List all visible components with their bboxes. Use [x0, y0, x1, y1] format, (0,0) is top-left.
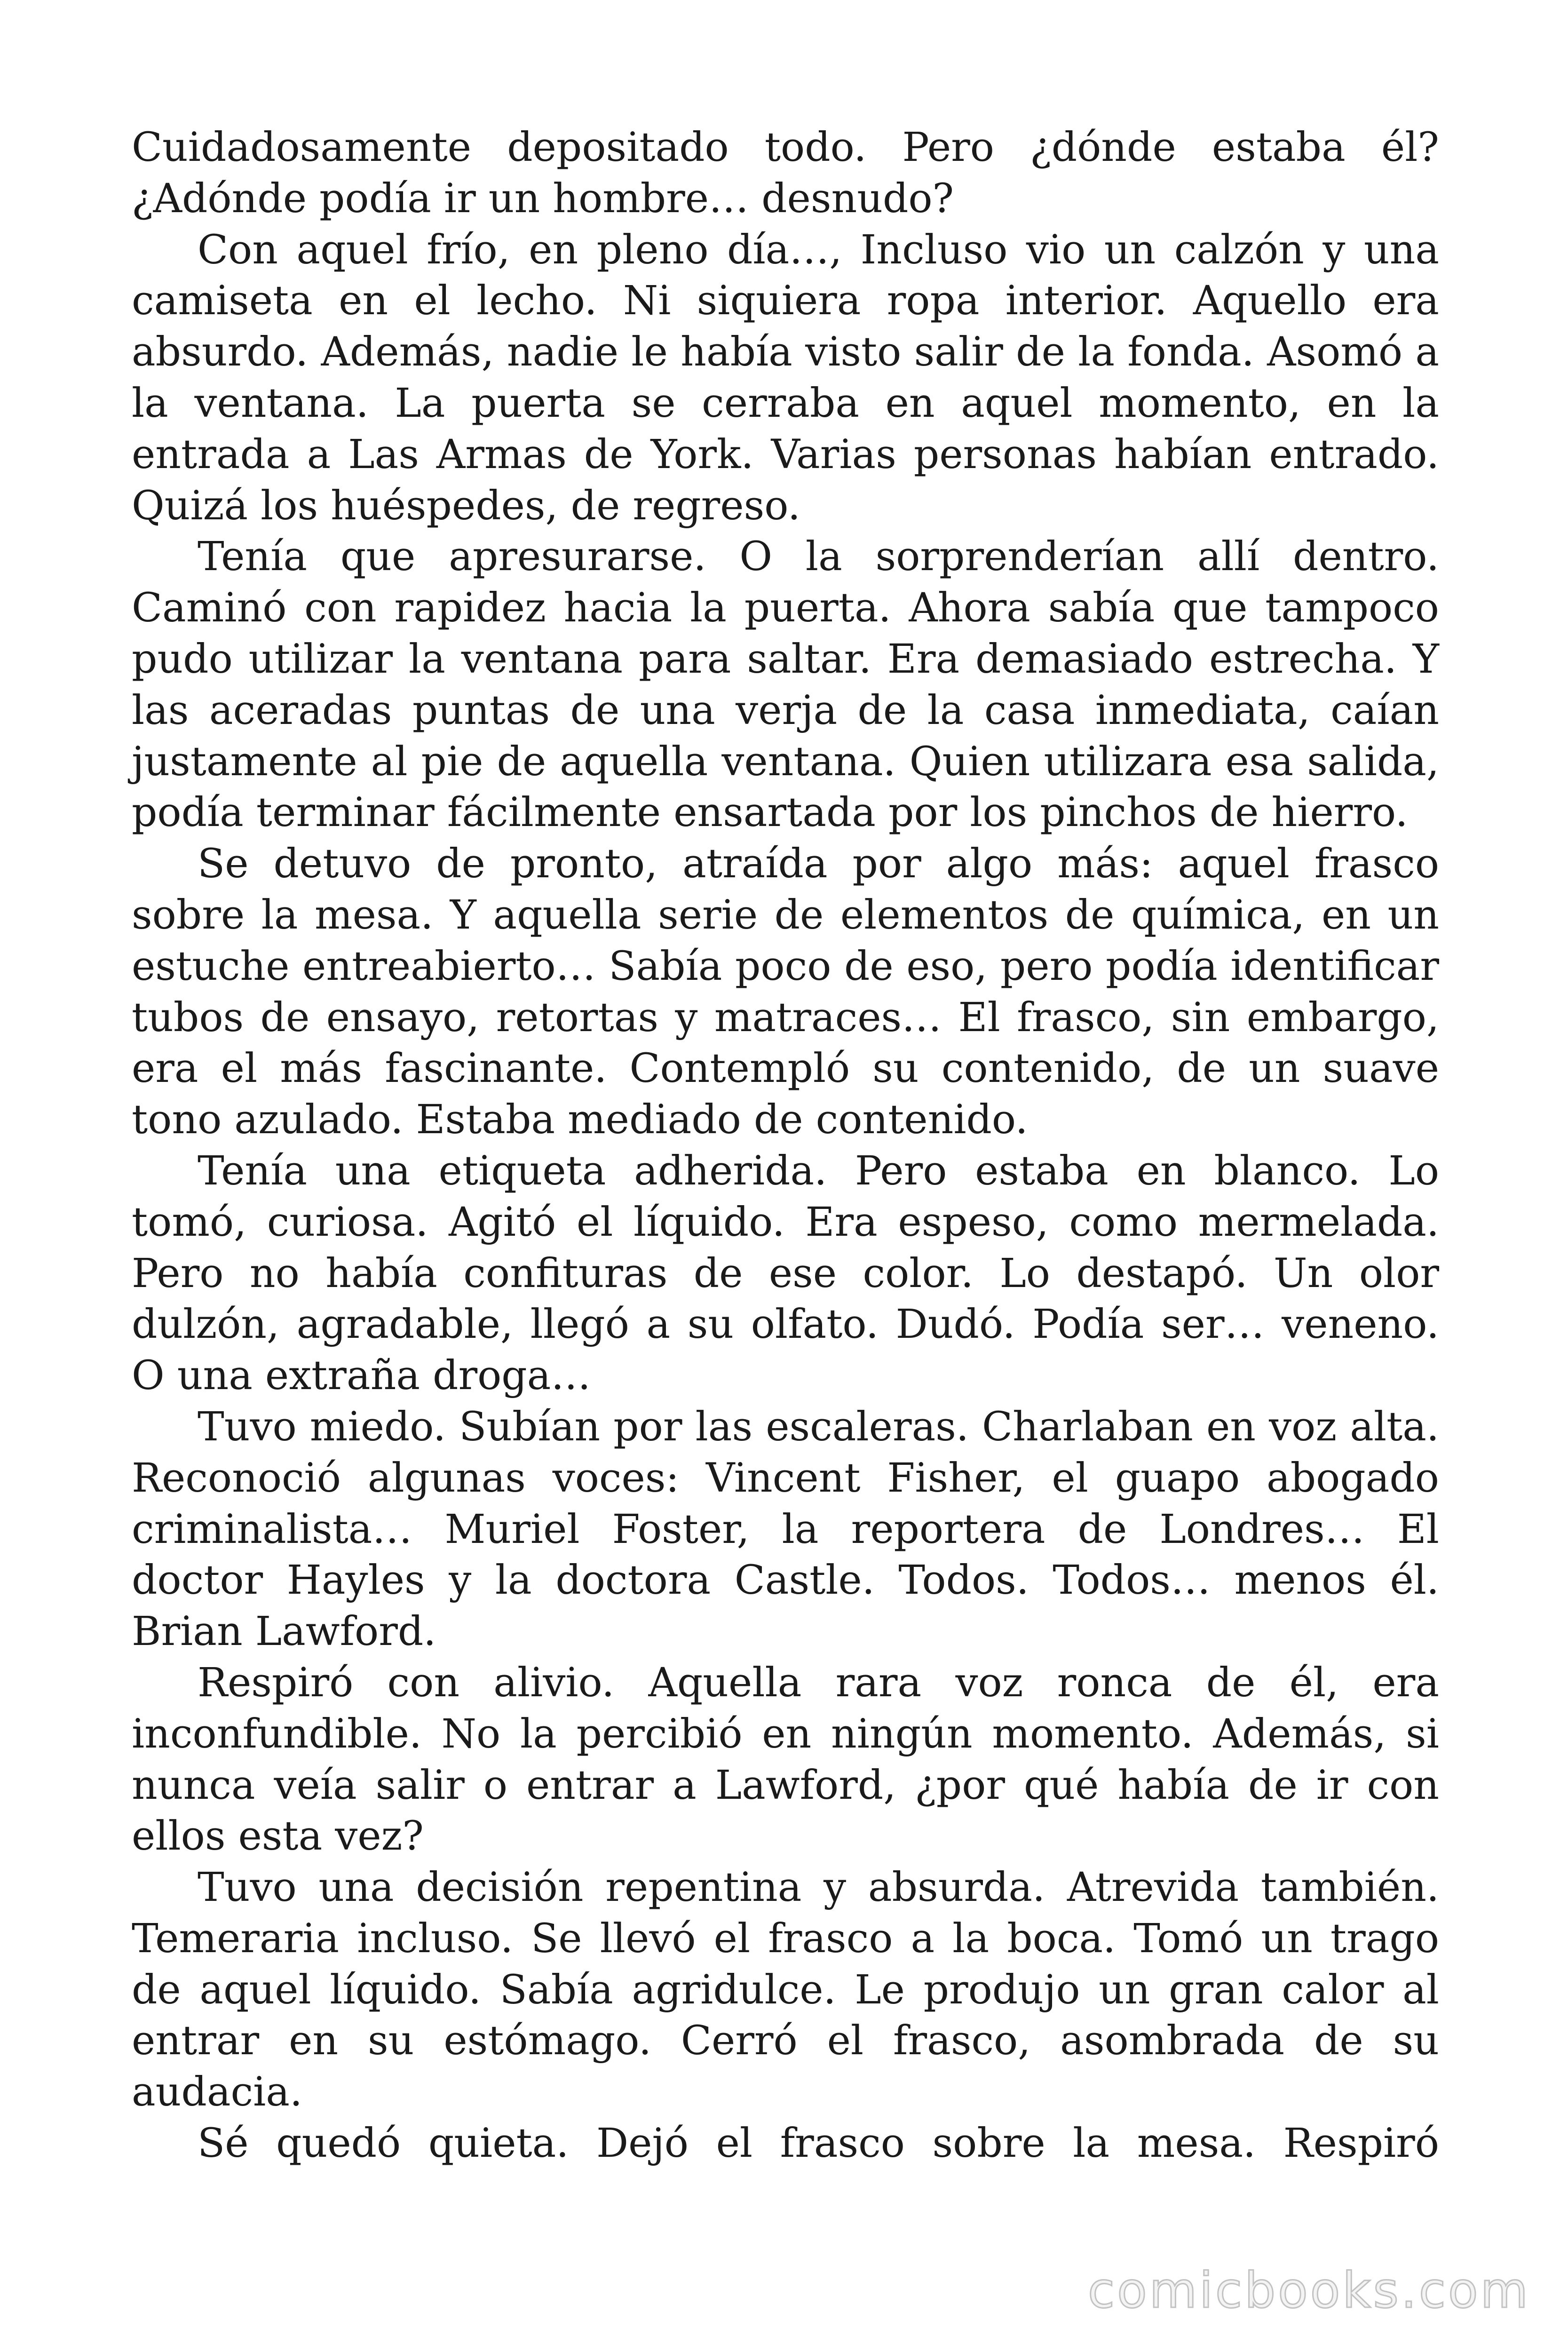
paragraph: Cuidadosamente depositado todo. Pero ¿dónde estaba él? ¿Adónde podía ir un hombre… desnudo?	[132, 124, 1439, 222]
paragraph: Respiró con alivio. Aquella rara voz ronca de él, era inconfundible. No la percibió en ningún momento. Además, si nunca veía salir o entrar a Lawford, ¿por qué había de ir con ellos esta vez?	[132, 1659, 1439, 1860]
paragraph-continued: Sé quedó quieta. Dejó el frasco sobre la mesa. Respiró	[198, 2120, 1439, 2167]
paragraph: Se detuvo de pronto, atraída por algo más: aquel frasco sobre la mesa. Y aquella serie de elementos de química, en un estuche entreabierto… Sabía poco de eso, pero podía identificar tubos de ensayo, retortas y matraces… El frasco, sin embargo, era el más fascinante. Contempló su contenido, de un suave tono azulado. Estaba mediado de contenido.	[132, 841, 1439, 1144]
paragraph: Tuvo una decisión repentina y absurda. Atrevida también. Temeraria incluso. Se llevó el frasco a la boca. Tomó un trago de aquel líquido. Sabía agridulce. Le produjo un gran calor al entrar en su estómago. Cerró el frasco, asombrada de su audacia.	[132, 1864, 1439, 2116]
paragraph: Con aquel frío, en pleno día…, Incluso vio un calzón y una camiseta en el lecho. Ni siquiera ropa interior. Aquello era absurdo. Además, nadie le había visto salir de la fonda. Asomó a la ventana. La puerta se cerraba en aquel momento, en la entrada a Las Armas de York. Varias personas habían entrado. Quizá los huéspedes, de regreso.	[132, 226, 1439, 529]
paragraph: Tenía que apresurarse. O la sorprenderían allí dentro. Caminó con rapidez hacia la puerta. Ahora sabía que tampoco pudo utilizar la ventana para saltar. Era demasiado estrecha. Y las aceradas puntas de una verja de la casa inmediata, caían justamente al pie de aquella ventana. Quien utilizara esa salida, podía terminar fácilmente ensartada por los pinchos de hierro.	[132, 533, 1439, 836]
paragraph: Tenía una etiqueta adherida. Pero estaba en blanco. Lo tomó, curiosa. Agitó el líquido. Era espeso, como mermelada. Pero no había confituras de ese color. Lo destapó. Un olor dulzón, agradable, llegó a su olfato. Dudó. Podía ser… veneno. O una extraña droga…	[132, 1147, 1439, 1399]
watermark: comicbooks.com	[1087, 2262, 1530, 2319]
paragraph: Tuvo miedo. Subían por las escaleras. Charlaban en voz alta. Reconoció algunas voces: Vincent Fisher, el guapo abogado criminalista… Muriel Foster, la reportera de Londres… El doctor Hayles y la doctora Castle. Todos. Todos… menos él. Brian Lawford.	[132, 1403, 1439, 1655]
body-text	[132, 122, 1439, 2169]
